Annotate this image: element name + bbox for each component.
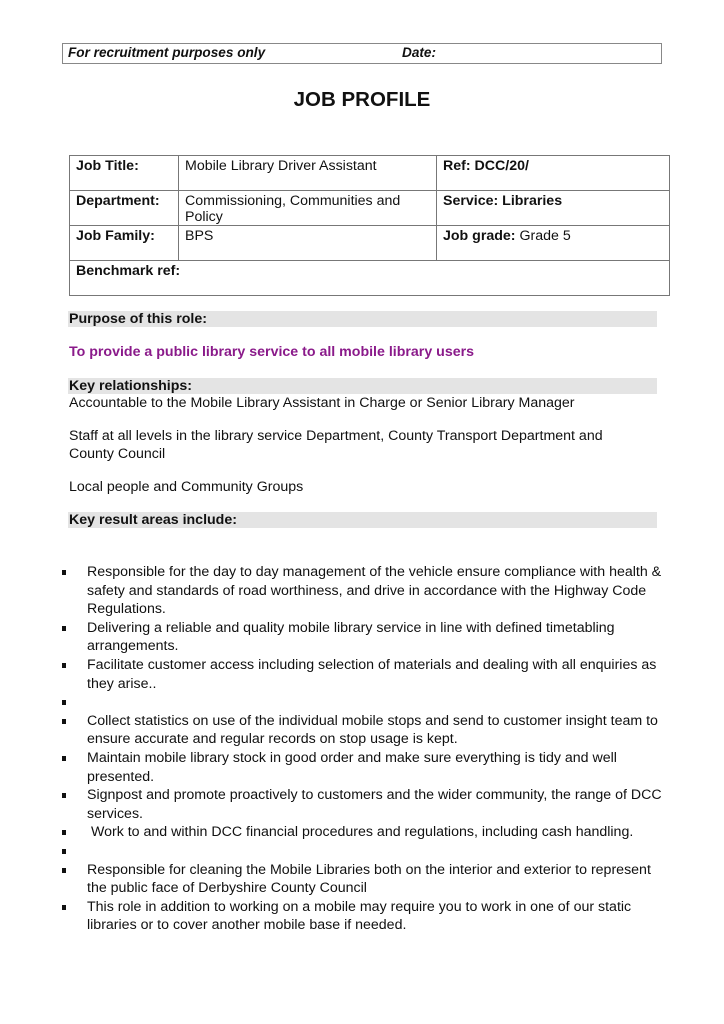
job-grade-label: Job grade: <box>443 228 516 244</box>
job-family-label: Job Family: <box>70 226 179 261</box>
bullet-icon <box>62 849 66 854</box>
list-item: Work to and within DCC financial procedures and regulations, including cash handling. <box>62 823 662 842</box>
key-relationships-heading: Key relationships: <box>68 378 657 394</box>
job-grade-cell <box>437 226 670 261</box>
bullet-icon <box>62 756 66 761</box>
key-result-areas-heading: Key result areas include: <box>68 512 657 528</box>
table-row <box>70 226 670 261</box>
bullet-icon <box>62 719 66 724</box>
bullet-icon <box>62 793 66 798</box>
list-item: This role in addition to working on a mobile may require you to work in one of our static libraries or to cover another mobile base if needed. <box>62 898 662 935</box>
job-title-label: Job Title: <box>70 156 179 191</box>
job-title-value: Mobile Library Driver Assistant <box>179 156 437 191</box>
bullet-icon <box>62 868 66 873</box>
bullet-icon <box>62 830 66 835</box>
relationship-line: Local people and Community Groups <box>69 479 304 495</box>
list-item <box>62 842 662 861</box>
job-grade-value: Grade 5 <box>515 228 571 244</box>
bullet-icon <box>62 663 66 668</box>
recruitment-note: For recruitment purposes only <box>68 45 266 60</box>
purpose-heading: Purpose of this role: <box>68 311 657 327</box>
relationship-line: Staff at all levels in the library service Department, County Transport Department and County Council <box>69 428 603 462</box>
bullet-icon <box>62 905 66 910</box>
job-info-table <box>69 155 670 296</box>
bullet-icon <box>62 700 66 705</box>
list-item: Signpost and promote proactively to customers and the wider community, the range of DCC services. <box>62 786 662 823</box>
page-title: JOB PROFILE <box>293 88 431 111</box>
list-item: Delivering a reliable and quality mobile library service in line with defined timetabling arrangements. <box>62 619 662 656</box>
table-row <box>70 156 670 191</box>
table-row <box>70 261 670 296</box>
table-row <box>70 191 670 226</box>
benchmark-label: Benchmark ref: <box>70 261 670 296</box>
relationship-line: Accountable to the Mobile Library Assistant in Charge or Senior Library Manager <box>69 395 575 411</box>
list-item: Responsible for cleaning the Mobile Libraries both on the interior and exterior to represent the public face of Derbyshire County Council <box>62 861 662 898</box>
purpose-text: To provide a public library service to all mobile library users <box>69 344 475 360</box>
recruitment-header-box <box>62 43 662 64</box>
department-value: Commissioning, Communities and Policy <box>179 191 437 226</box>
list-item: Facilitate customer access including selection of materials and dealing with all enquiries as they arise.. <box>62 656 662 693</box>
job-family-value: BPS <box>179 226 437 261</box>
list-item: Maintain mobile library stock in good order and make sure everything is tidy and well presented. <box>62 749 662 786</box>
bullet-icon <box>62 626 66 631</box>
list-item: Collect statistics on use of the individual mobile stops and send to customer insight team to ensure accurate and regular records on stop usage is kept. <box>62 712 662 749</box>
key-result-areas-list <box>62 563 662 935</box>
bullet-icon <box>62 570 66 575</box>
department-label: Department: <box>70 191 179 226</box>
ref-label: Ref: DCC/20/ <box>437 156 670 191</box>
list-item: Responsible for the day to day management of the vehicle ensure compliance with health & safety and standards of road worthiness, and drive in accordance with the Highway Code Regulations. <box>62 563 662 619</box>
service-label: Service: Libraries <box>437 191 670 226</box>
list-item <box>62 693 662 712</box>
date-label: Date: <box>402 45 436 60</box>
